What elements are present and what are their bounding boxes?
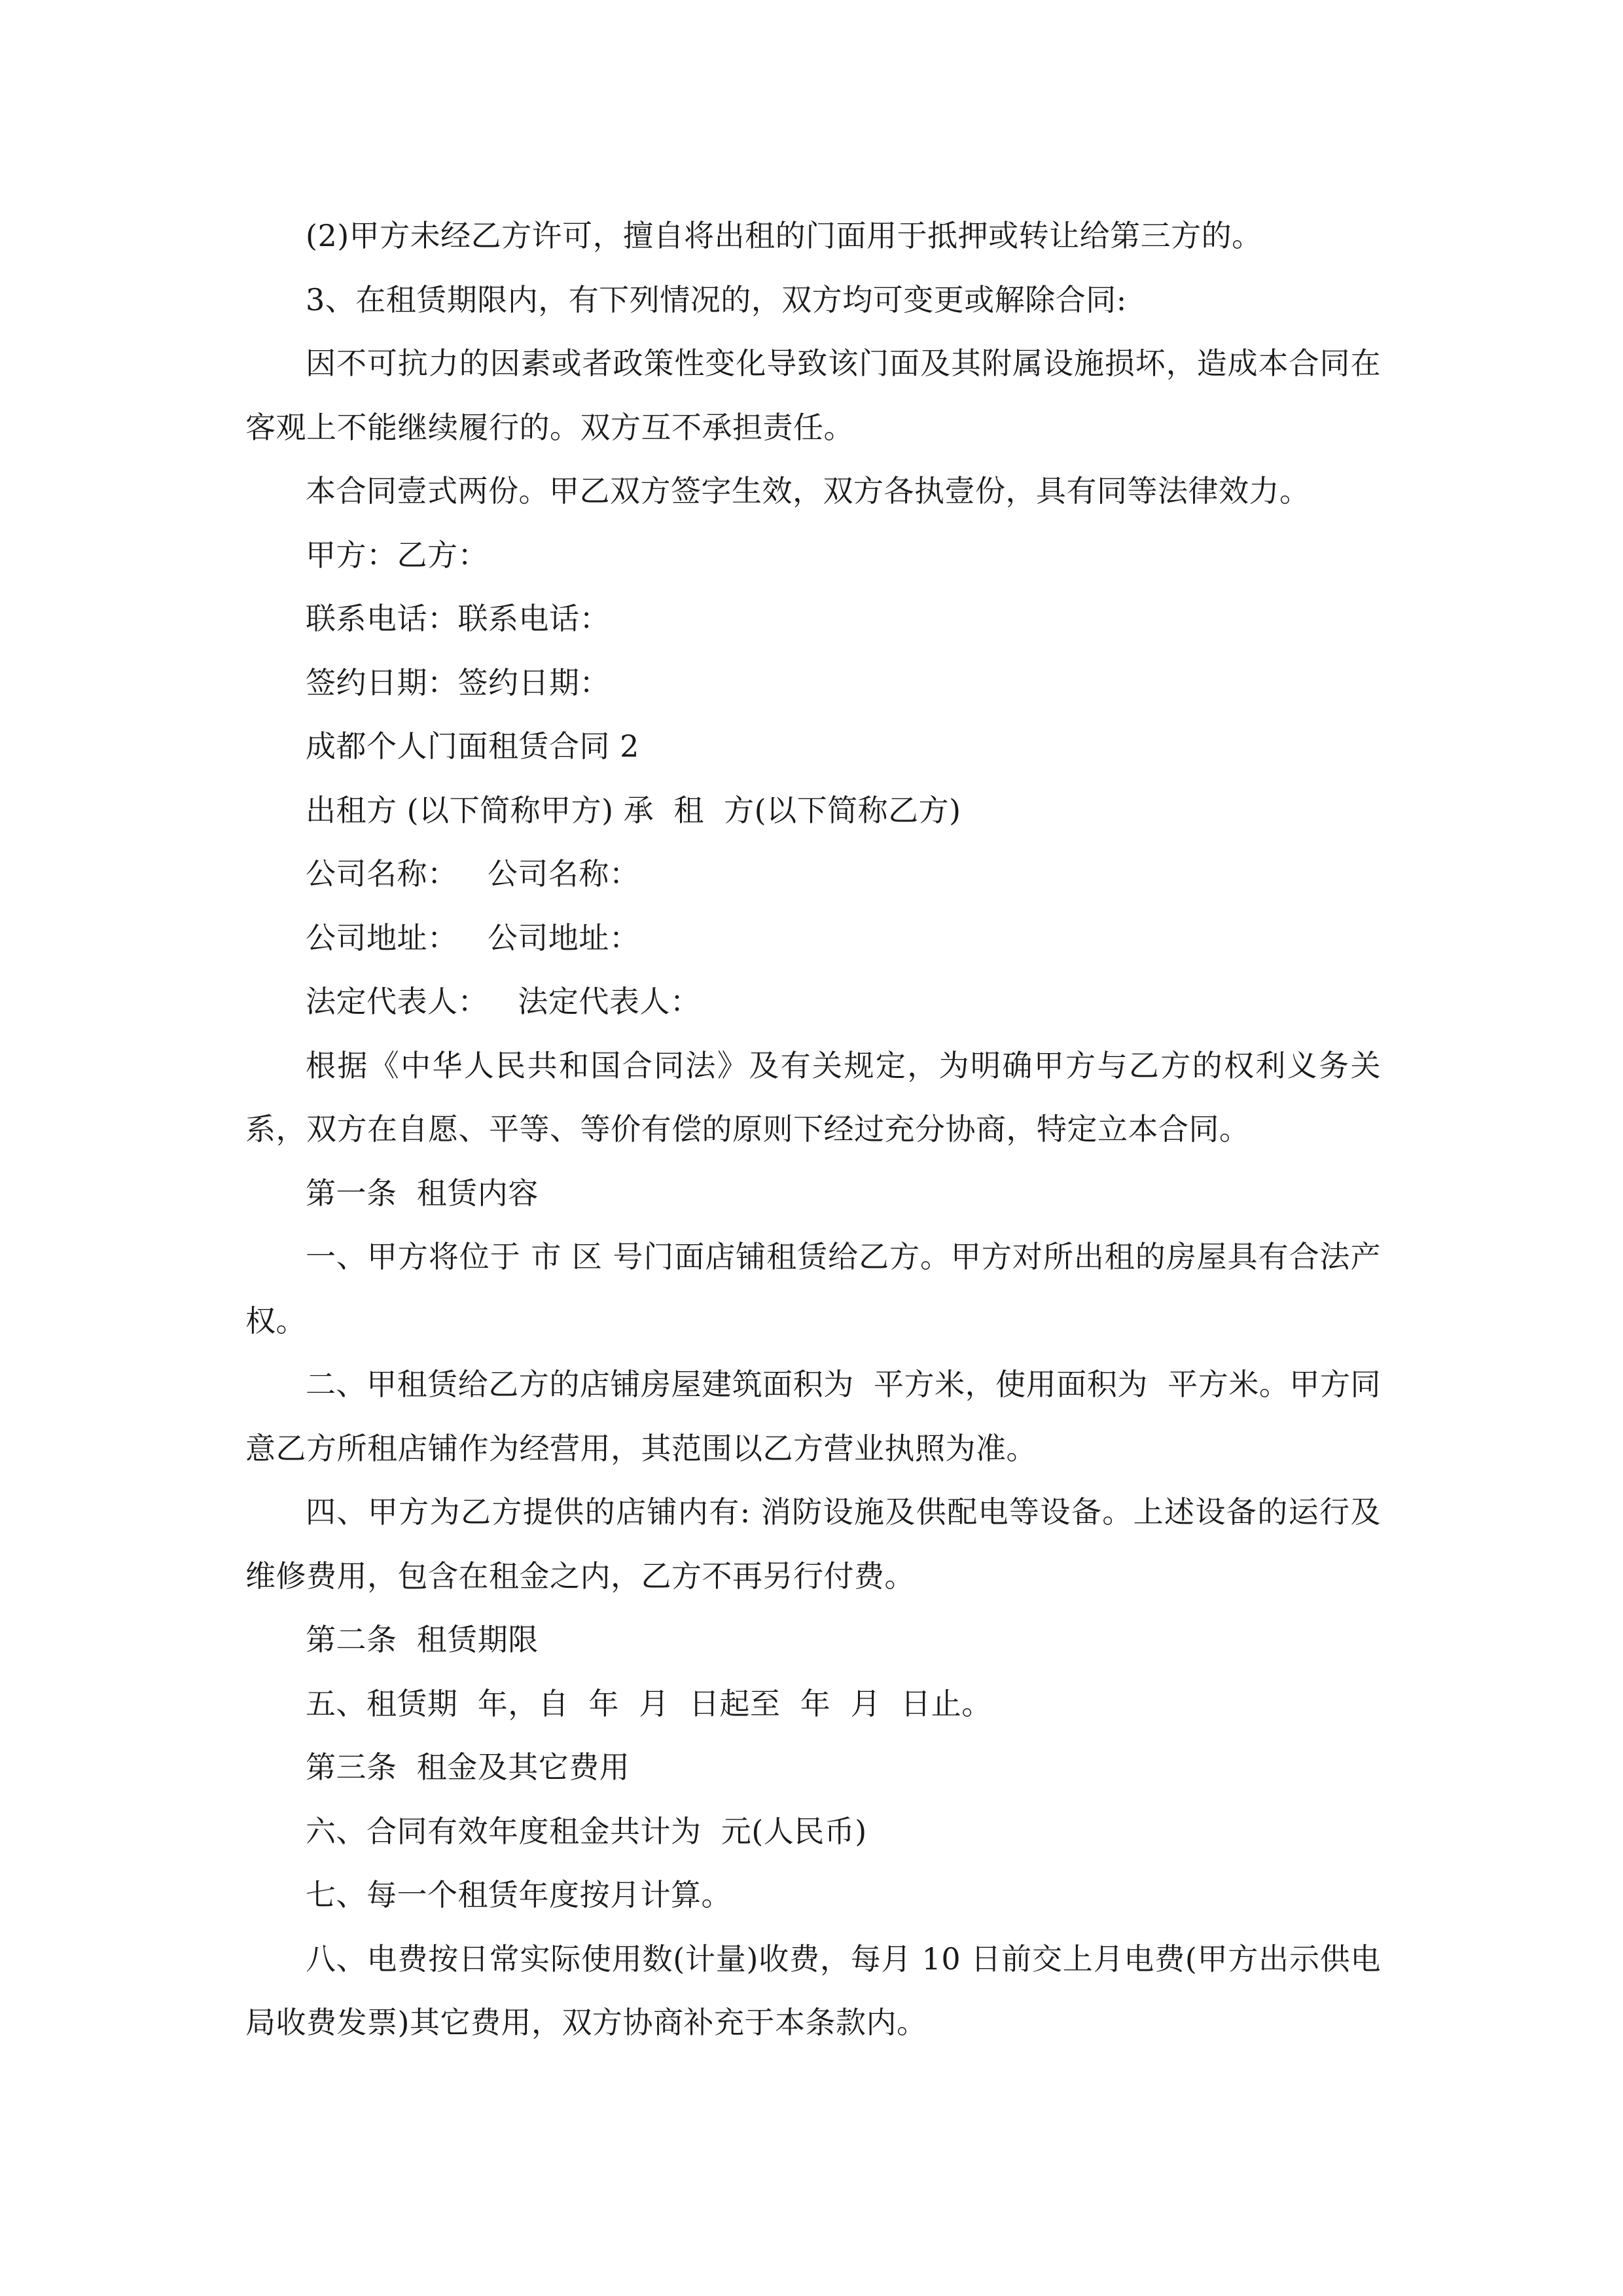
paragraph: 六、合同有效年度租金共计为 元(人民币) [306, 1813, 867, 1849]
signature-date-line: 签约日期：签约日期： [306, 664, 610, 700]
legal-representative-line: 法定代表人： 法定代表人： [306, 984, 701, 1019]
article-heading: 第三条 租金及其它费用 [306, 1749, 630, 1785]
paragraph: 根据《中华人民共和国合同法》及有关规定，为明确甲方与乙方的权利义务关系，双方在自愿、平等、等价有偿的原则下经过充分协商，特定立本合同。 [245, 1047, 1381, 1147]
document-body [245, 204, 1381, 2055]
paragraph: 本合同壹式两份。甲乙双方签字生效，双方各执壹份，具有同等法律效力。 [306, 473, 1310, 509]
paragraph: (2)甲方未经乙方许可，擅自将出租的门面用于抵押或转让给第三方的。 [306, 218, 1262, 253]
section-title: 成都个人门面租赁合同 2 [306, 728, 639, 764]
paragraph: 一、甲方将位于 市 区 号门面店铺租赁给乙方。甲方对所出租的房屋具有合法产权。 [245, 1239, 1381, 1338]
paragraph: 二、甲租赁给乙方的店铺房屋建筑面积为 平方米，使用面积为 平方米。甲方同意乙方所租店铺作为经营用，其范围以乙方营业执照为准。 [245, 1367, 1381, 1466]
paragraph: 3、在租赁期限内，有下列情况的，双方均可变更或解除合同: [306, 281, 1127, 317]
paragraph: 七、每一个租赁年度按月计算。 [306, 1877, 732, 1912]
signature-phone-line: 联系电话：联系电话： [306, 601, 610, 636]
paragraph: 四、甲方为乙方提供的店铺内有: 消防设施及供配电等设备。上述设备的运行及维修费用，包含在租金之内，乙方不再另行付费。 [245, 1494, 1381, 1594]
article-heading: 第一条 租赁内容 [306, 1175, 539, 1211]
paragraph: 八、电费按日常实际使用数(计量)收费，每月 10 日前交上月电费(甲方出示供电局收费发票)其它费用，双方协商补充于本条款内。 [245, 1941, 1381, 2040]
paragraph: 因不可抗力的因素或者政策性变化导致该门面及其附属设施损坏，造成本合同在客观上不能继续履行的。双方互不承担责任。 [245, 346, 1381, 445]
company-address-line: 公司地址： 公司地址： [306, 920, 640, 956]
company-name-line: 公司名称： 公司名称： [306, 856, 640, 891]
article-heading: 第二条 租赁期限 [306, 1622, 539, 1657]
signature-party-line: 甲方：乙方： [306, 537, 488, 573]
paragraph: 五、租赁期 年，自 年 月 日起至 年 月 日止。 [306, 1685, 992, 1721]
parties-line: 出租方 (以下简称甲方) 承 租 方(以下简称乙方) [306, 792, 961, 828]
